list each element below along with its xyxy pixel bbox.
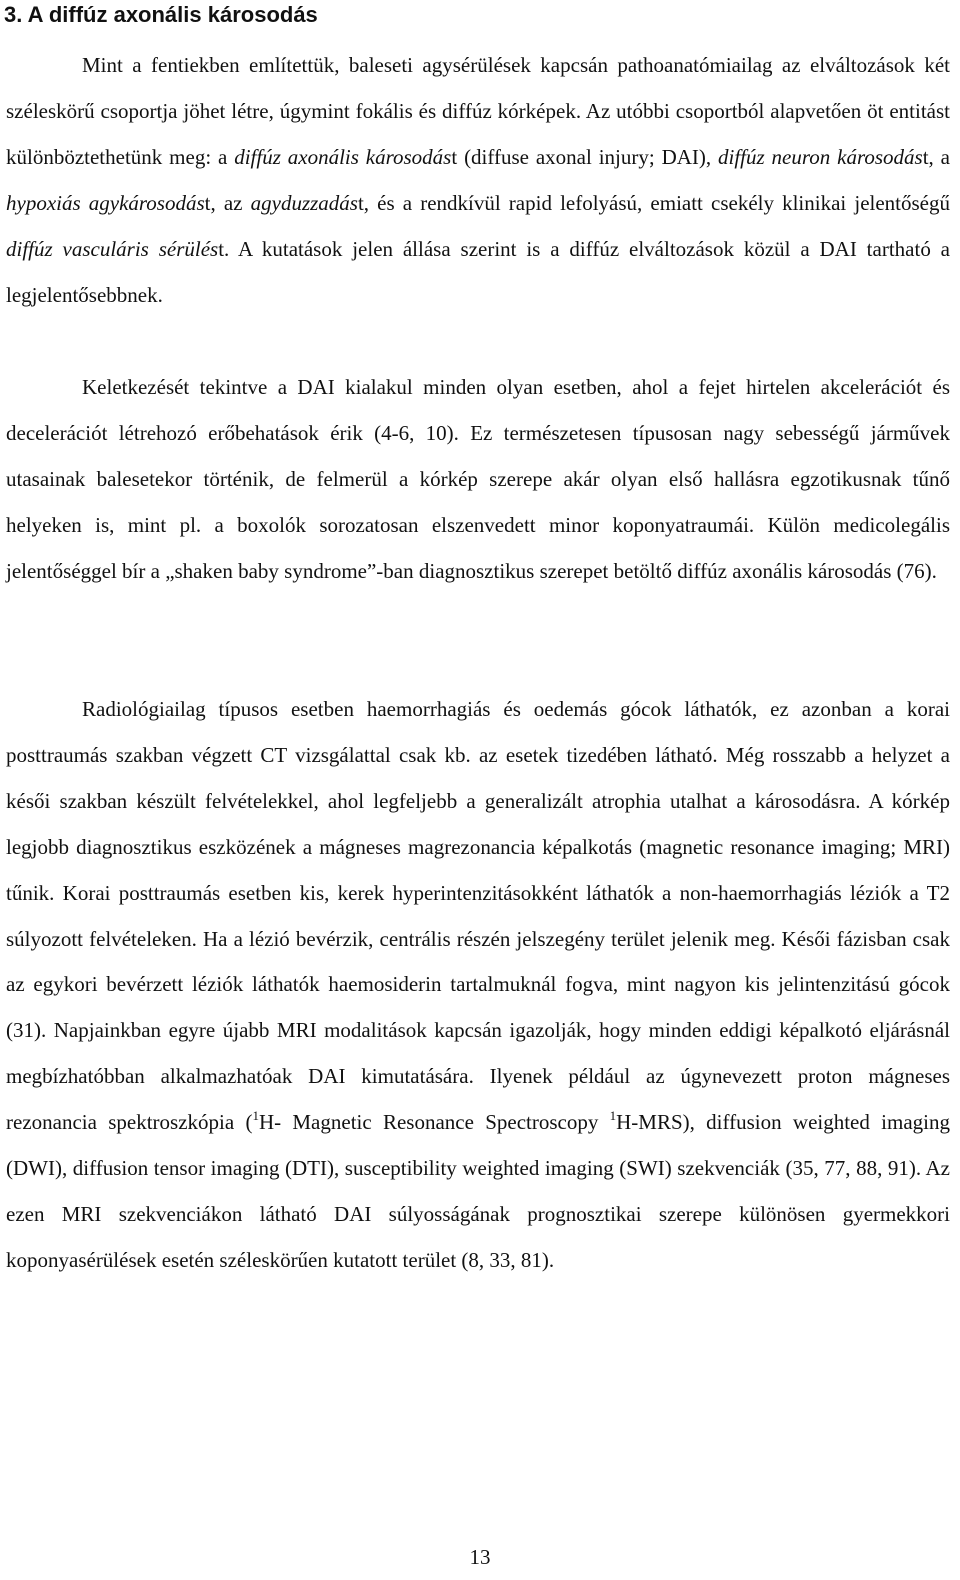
text-run: t, az	[204, 190, 251, 215]
italic-term-dai: diffúz axonális károsodás	[234, 144, 452, 169]
text-run: Mint a fentiekben említettük, baleseti agysérülések kapcsán pathoanatómiailag az elváltozások két széleskörű csoportja jöhet létre, úgymint fokális és diffúz kórképek. Az utóbbi csoportból alapvetően öt entitást különböztethetünk meg: a	[6, 53, 950, 169]
italic-term-swelling: agyduzzadás	[250, 190, 358, 215]
page-number: 13	[469, 1545, 491, 1569]
italic-term-vascular: diffúz vasculáris sérülés	[6, 236, 219, 261]
section-heading: 3. A diffúz axonális károsodás	[4, 2, 318, 27]
text-run: t, és a rendkívül rapid lefolyású, emiatt csekély klinikai jelentőségű	[357, 190, 951, 215]
superscript: 1	[252, 1108, 259, 1124]
paragraph-radiology	[6, 687, 950, 1284]
italic-term-neuron: diffúz neuron károsodás	[718, 144, 923, 169]
text-run: Radiológiailag típusos esetben haemorrhagiás és oedemás gócok láthatók, ez azonban a korai posttraumás szakban végzett CT vizsgálattal csak kb. az esetek tizedében látható. Még rosszabb a helyzet a késői szakban készült felvételekkel, ahol legfeljebb a generalizált atrophia utalhat a károsodásra. A kórkép legjobb diagnosztikus eszközének a mágneses magrezonancia képalkotás (magnetic resonance imaging; MRI) tűnik. Korai posttraumás esetben kis, kerek hyperintenzitásokként láthatók a non-haemorrhagiás léziók a T2 súlyozott felvételeken. Ha a lézió bevérzik, centrális részén jelszegény terület jelenik meg. Késői fázisban csak az egykori bevérzett léziók láthatók haemosiderin tartalmuknál fogva, mint nagyon kis jelintenzitású gócok (31). Napjainkban egyre újabb MRI modalitások kapcsán igazolják, hogy minden eddigi képalkotó eljárásnál megbízhatóbban alkalmazhatóak DAI kimutatására. Ilyenek például az úgynevezett proton mágneses rezonancia spektroszkópia (	[6, 697, 950, 1135]
text-run: t (diffuse axonal injury; DAI),	[451, 144, 719, 169]
paragraph-intro	[6, 43, 950, 318]
text-run: H- Magnetic Resonance Spectroscopy	[258, 1110, 610, 1135]
paragraph-mechanism: Keletkezését tekintve a DAI kialakul minden olyan esetben, ahol a fejet hirtelen akcelerációt és decelerációt létrehozó erőbehatások érik (4-6, 10). Ez természetesen típusosan nagy sebességű járművek utasainak balesetekor történik, de felmerül a kórkép szerepe akár olyan első hallásra egzotikusnak tűnő helyeken is, mint pl. a boxolók sorozatosan elszenvedett minor koponyatraumái. Külön medicolegális jelentőséggel bír a „shaken baby syndrome”-ban diagnosztikus szerepet betöltő diffúz axonális károsodás (76).	[6, 375, 950, 583]
italic-term-hypoxia: hypoxiás agykárosodás	[6, 190, 205, 215]
text-run: t, a	[922, 144, 950, 169]
text-run: t. A kutatások jelen állása szerint is a diffúz elváltozások közül a DAI tartható a legjelentősebbnek.	[6, 236, 950, 307]
superscript: 1	[609, 1108, 617, 1124]
text-run: H-MRS), diffusion weighted imaging (DWI), diffusion tensor imaging (DTI), susceptibility weighted imaging (SWI) szekvenciák (35, 77, 88, 91). Az ezen MRI szekvenciákon látható DAI súlyosságának prognosztikai szerepe különösen gyermekkori koponyasérülések esetén széleskörűen kutatott terület (8, 33, 81).	[6, 1110, 950, 1272]
